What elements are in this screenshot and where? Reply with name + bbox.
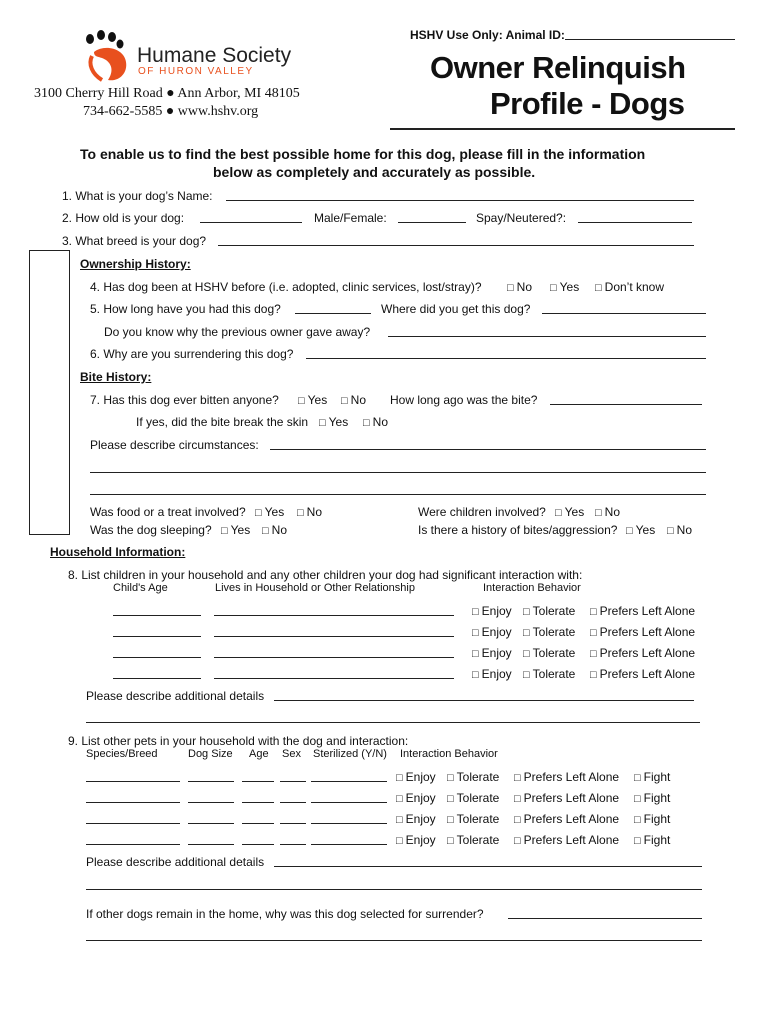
pet-tolerate-checkbox[interactable]: □ Tolerate bbox=[447, 770, 499, 784]
form-title-line1: Owner Relinquish bbox=[430, 50, 686, 85]
sleeping-yes-checkbox[interactable]: □ Yes bbox=[221, 523, 250, 537]
additional-label-2: Please describe additional details bbox=[86, 855, 265, 869]
q5b-label: Where did you get this dog? bbox=[381, 302, 531, 316]
child-age-field[interactable] bbox=[113, 636, 201, 637]
intro-text-line1: To enable us to find the best possible home for this dog, please fill in the information bbox=[80, 146, 646, 162]
q2-age-label: 2. How old is your dog: bbox=[62, 211, 185, 225]
child-tolerate-checkbox[interactable]: □ Tolerate bbox=[523, 625, 575, 639]
bite-heading: Bite History: bbox=[80, 370, 152, 384]
pet-sex-field[interactable] bbox=[280, 844, 306, 845]
pet-enjoy-checkbox[interactable]: □ Enjoy bbox=[396, 812, 436, 826]
pet-sex-field[interactable] bbox=[280, 802, 306, 803]
pet-enjoy-checkbox[interactable]: □ Enjoy bbox=[396, 770, 436, 784]
child-age-field[interactable] bbox=[113, 615, 201, 616]
staff-notes-box[interactable] bbox=[29, 250, 70, 535]
child-enjoy-checkbox[interactable]: □ Enjoy bbox=[472, 667, 512, 681]
pet-enjoy-checkbox[interactable]: □ Enjoy bbox=[396, 791, 436, 805]
pet-sterilized-field[interactable] bbox=[311, 844, 387, 845]
q9-label: 9. List other pets in your household with the dog and interaction: bbox=[68, 734, 409, 748]
ownership-heading: Ownership History: bbox=[80, 257, 191, 271]
child-relationship-field[interactable] bbox=[214, 615, 454, 616]
history-no-checkbox[interactable]: □ No bbox=[667, 523, 692, 537]
child-tolerate-checkbox[interactable]: □ Tolerate bbox=[523, 604, 575, 618]
col-sex: Sex bbox=[282, 748, 301, 760]
dog-sex-field[interactable] bbox=[398, 222, 466, 223]
q8-label: 8. List children in your household and any other children your dog had significant interaction with: bbox=[68, 568, 583, 582]
child-enjoy-checkbox[interactable]: □ Enjoy bbox=[472, 604, 512, 618]
pet-fight-checkbox[interactable]: □ Fight bbox=[634, 833, 670, 847]
pet-prefers-alone-checkbox[interactable]: □ Prefers Left Alone bbox=[514, 833, 619, 847]
dog-age-field[interactable] bbox=[200, 222, 302, 223]
circumstances-field-1[interactable] bbox=[270, 449, 706, 450]
sleeping-label: Was the dog sleeping? bbox=[90, 523, 212, 537]
other-dogs-label: If other dogs remain in the home, why was this dog selected for surrender? bbox=[86, 907, 484, 921]
dog-spay-field[interactable] bbox=[578, 222, 692, 223]
dog-source-field[interactable] bbox=[542, 313, 706, 314]
pet-sterilized-field[interactable] bbox=[311, 781, 387, 782]
describe-label: Please describe circumstances: bbox=[90, 438, 259, 452]
skin-no-checkbox[interactable]: □ No bbox=[363, 415, 388, 429]
pet-fight-checkbox[interactable]: □ Fight bbox=[634, 791, 670, 805]
q4-dontknow-checkbox[interactable]: □ Don’t know bbox=[595, 280, 664, 294]
q7-yes-checkbox[interactable]: □ Yes bbox=[298, 393, 327, 407]
child-relationship-field[interactable] bbox=[214, 636, 454, 637]
q1-label: 1. What is your dog’s Name: bbox=[62, 189, 213, 203]
other-dogs-field-a[interactable] bbox=[508, 918, 702, 919]
q4-label: 4. Has dog been at HSHV before (i.e. adopted, clinic services, lost/stray)? bbox=[90, 280, 482, 294]
org-contact: 734-662-5585 ● www.hshv.org bbox=[83, 104, 259, 119]
col-interaction2: Interaction Behavior bbox=[400, 748, 498, 760]
pet-age-field[interactable] bbox=[242, 802, 274, 803]
col-species: Species/Breed bbox=[86, 748, 158, 760]
form-title-line2: Profile - Dogs bbox=[490, 86, 685, 121]
pet-fight-checkbox[interactable]: □ Fight bbox=[634, 812, 670, 826]
q7-no-checkbox[interactable]: □ No bbox=[341, 393, 366, 407]
circumstances-field-3[interactable] bbox=[90, 494, 706, 495]
duration-owned-field[interactable] bbox=[295, 313, 371, 314]
q2-sex-label: Male/Female: bbox=[314, 211, 387, 225]
pet-sterilized-field[interactable] bbox=[311, 802, 387, 803]
child-age-field[interactable] bbox=[113, 657, 201, 658]
skin-yes-checkbox[interactable]: □ Yes bbox=[319, 415, 348, 429]
paw-logo-icon bbox=[78, 30, 134, 86]
child-prefers-alone-checkbox[interactable]: □ Prefers Left Alone bbox=[590, 667, 695, 681]
pet-tolerate-checkbox[interactable]: □ Tolerate bbox=[447, 812, 499, 826]
additional-field-1a[interactable] bbox=[274, 700, 694, 701]
history-yes-checkbox[interactable]: □ Yes bbox=[626, 523, 655, 537]
col-sterilized: Sterilized (Y/N) bbox=[313, 748, 387, 760]
pet-prefers-alone-checkbox[interactable]: □ Prefers Left Alone bbox=[514, 791, 619, 805]
pet-sex-field[interactable] bbox=[280, 781, 306, 782]
col-interaction: Interaction Behavior bbox=[483, 582, 581, 594]
pet-size-field[interactable] bbox=[188, 802, 234, 803]
children-label: Were children involved? bbox=[418, 505, 546, 519]
pet-size-field[interactable] bbox=[188, 781, 234, 782]
pet-size-field[interactable] bbox=[188, 844, 234, 845]
dog-breed-field[interactable] bbox=[218, 245, 694, 246]
pet-species-field[interactable] bbox=[86, 802, 180, 803]
history-label: Is there a history of bites/aggression? bbox=[418, 523, 618, 537]
col-age2: Age bbox=[249, 748, 269, 760]
intro-text-line2: below as completely and accurately as possible. bbox=[213, 164, 536, 180]
child-prefers-alone-checkbox[interactable]: □ Prefers Left Alone bbox=[590, 604, 695, 618]
additional-label-1: Please describe additional details bbox=[86, 689, 265, 703]
q7-label: 7. Has this dog ever bitten anyone? bbox=[90, 393, 279, 407]
previous-owner-reason-field[interactable] bbox=[388, 336, 706, 337]
food-no-checkbox[interactable]: □ No bbox=[297, 505, 322, 519]
q3-label: 3. What breed is your dog? bbox=[62, 234, 207, 248]
additional-field-2a[interactable] bbox=[274, 866, 702, 867]
q6-label: 6. Why are you surrendering this dog? bbox=[90, 347, 294, 361]
col-childs-age: Child's Age bbox=[113, 582, 168, 594]
pet-tolerate-checkbox[interactable]: □ Tolerate bbox=[447, 791, 499, 805]
child-prefers-alone-checkbox[interactable]: □ Prefers Left Alone bbox=[590, 646, 695, 660]
q2-spay-label: Spay/Neutered?: bbox=[476, 211, 567, 225]
child-tolerate-checkbox[interactable]: □ Tolerate bbox=[523, 646, 575, 660]
q5c-label: Do you know why the previous owner gave away? bbox=[104, 325, 371, 339]
child-enjoy-checkbox[interactable]: □ Enjoy bbox=[472, 646, 512, 660]
circumstances-field-2[interactable] bbox=[90, 472, 706, 473]
dog-name-field[interactable] bbox=[226, 200, 694, 201]
surrender-reason-field[interactable] bbox=[306, 358, 706, 359]
child-prefers-alone-checkbox[interactable]: □ Prefers Left Alone bbox=[590, 625, 695, 639]
additional-field-1b[interactable] bbox=[86, 722, 700, 723]
pet-prefers-alone-checkbox[interactable]: □ Prefers Left Alone bbox=[514, 770, 619, 784]
child-tolerate-checkbox[interactable]: □ Tolerate bbox=[523, 667, 575, 681]
org-address: 3100 Cherry Hill Road ● Ann Arbor, MI 48105 bbox=[34, 86, 300, 101]
children-yes-checkbox[interactable]: □ Yes bbox=[555, 505, 584, 519]
pet-sterilized-field[interactable] bbox=[311, 823, 387, 824]
q7c-label: If yes, did the bite break the skin bbox=[136, 415, 309, 429]
org-name: Humane Society bbox=[137, 44, 292, 67]
q5-label: 5. How long have you had this dog? bbox=[90, 302, 281, 316]
q4-yes-checkbox[interactable]: □ Yes bbox=[550, 280, 579, 294]
food-label: Was food or a treat involved? bbox=[90, 505, 246, 519]
org-subtitle: OF HURON VALLEY bbox=[138, 66, 254, 77]
child-relationship-field[interactable] bbox=[214, 678, 454, 679]
additional-field-2b[interactable] bbox=[86, 889, 702, 890]
bite-when-field[interactable] bbox=[550, 404, 702, 405]
pet-age-field[interactable] bbox=[242, 844, 274, 845]
pet-tolerate-checkbox[interactable]: □ Tolerate bbox=[447, 833, 499, 847]
pet-size-field[interactable] bbox=[188, 823, 234, 824]
header-divider bbox=[390, 128, 735, 130]
sleeping-no-checkbox[interactable]: □ No bbox=[262, 523, 287, 537]
pet-age-field[interactable] bbox=[242, 823, 274, 824]
child-enjoy-checkbox[interactable]: □ Enjoy bbox=[472, 625, 512, 639]
pet-species-field[interactable] bbox=[86, 823, 180, 824]
staff-use-label: HSHV Use Only: Animal ID: bbox=[410, 28, 565, 42]
food-yes-checkbox[interactable]: □ Yes bbox=[255, 505, 284, 519]
children-no-checkbox[interactable]: □ No bbox=[595, 505, 620, 519]
animal-id-field[interactable] bbox=[565, 39, 735, 40]
child-age-field[interactable] bbox=[113, 678, 201, 679]
pet-age-field[interactable] bbox=[242, 781, 274, 782]
household-heading: Household Information: bbox=[50, 545, 186, 559]
child-relationship-field[interactable] bbox=[214, 657, 454, 658]
pet-fight-checkbox[interactable]: □ Fight bbox=[634, 770, 670, 784]
pet-prefers-alone-checkbox[interactable]: □ Prefers Left Alone bbox=[514, 812, 619, 826]
q4-no-checkbox[interactable]: □ No bbox=[507, 280, 532, 294]
col-size: Dog Size bbox=[188, 748, 233, 760]
q7b-label: How long ago was the bite? bbox=[390, 393, 538, 407]
other-dogs-field-b[interactable] bbox=[86, 940, 702, 941]
pet-enjoy-checkbox[interactable]: □ Enjoy bbox=[396, 833, 436, 847]
pet-species-field[interactable] bbox=[86, 844, 180, 845]
pet-sex-field[interactable] bbox=[280, 823, 306, 824]
pet-species-field[interactable] bbox=[86, 781, 180, 782]
col-lives-in: Lives in Household or Other Relationship bbox=[215, 582, 415, 594]
